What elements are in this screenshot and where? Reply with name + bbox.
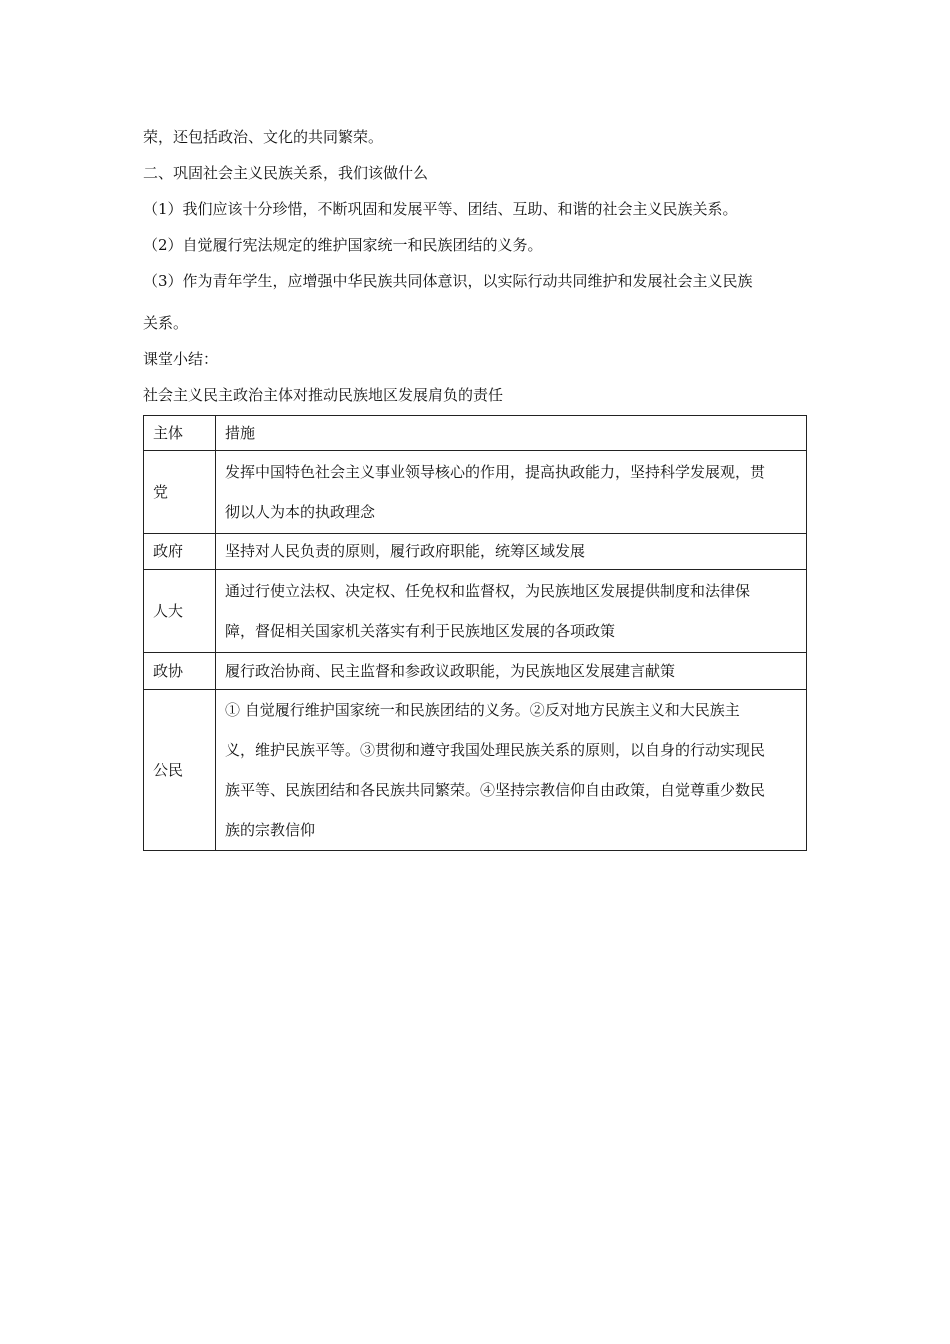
table-row <box>144 653 807 690</box>
list-item: （1）我们应该十分珍惜，不断巩固和发展平等、团结、互助、和谐的社会主义民族关系。 <box>143 200 738 218</box>
measure-line: 障，督促相关国家机关落实有利于民族地区发展的各项政策 <box>225 622 616 640</box>
measure-line: 通过行使立法权、决定权、任免权和监督权，为民族地区发展提供制度和法律保 <box>225 582 751 600</box>
table-row <box>144 690 807 851</box>
responsibility-table <box>143 415 807 851</box>
measure-line: ① 自觉履行维护国家统一和民族团结的义务。②反对地方民族主义和大民族主 <box>225 701 740 719</box>
header-cell-subject: 主体 <box>144 416 216 451</box>
measure-line: 族的宗教信仰 <box>225 821 316 839</box>
list-item: （3）作为青年学生，应增强中华民族共同体意识，以实际行动共同维护和发展社会主义民族 <box>143 272 753 290</box>
measure-line: 履行政治协商、民主监督和参政议政职能，为民族地区发展建言献策 <box>225 662 676 680</box>
measure-line: 族平等、民族团结和各民族共同繁荣。④坚持宗教信仰自由政策，自觉尊重少数民 <box>225 781 766 799</box>
table-row <box>144 451 807 534</box>
header-cell-measure: 措施 <box>216 416 807 451</box>
measure-cell <box>216 570 807 653</box>
table-header-row <box>144 416 807 451</box>
measure-cell <box>216 451 807 534</box>
subject-cell: 政府 <box>144 534 216 570</box>
subject-cell: 政协 <box>144 653 216 690</box>
subject-cell: 人大 <box>144 570 216 653</box>
summary-heading: 课堂小结： <box>143 350 219 368</box>
section-heading: 二、巩固社会主义民族关系，我们该做什么 <box>143 164 429 182</box>
subject-cell: 公民 <box>144 690 216 851</box>
measure-cell <box>216 690 807 851</box>
measure-line: 坚持对人民负责的原则，履行政府职能，统筹区域发展 <box>225 542 586 560</box>
list-item: （2）自觉履行宪法规定的维护国家统一和民族团结的义务。 <box>143 236 543 254</box>
measure-cell <box>216 653 807 690</box>
measure-cell <box>216 534 807 570</box>
measure-line: 彻以人为本的执政理念 <box>225 503 376 521</box>
measure-line: 发挥中国特色社会主义事业领导核心的作用，提高执政能力，坚持科学发展观，贯 <box>225 463 766 481</box>
paragraph-continuation: 荣，还包括政治、文化的共同繁荣。 <box>143 128 384 146</box>
table-row <box>144 570 807 653</box>
subject-cell: 党 <box>144 451 216 534</box>
table-row <box>144 534 807 570</box>
table-caption: 社会主义民主政治主体对推动民族地区发展肩负的责任 <box>143 386 504 404</box>
list-item-continuation: 关系。 <box>143 314 189 332</box>
measure-line: 义，维护民族平等。③贯彻和遵守我国处理民族关系的原则，以自身的行动实现民 <box>225 741 766 759</box>
